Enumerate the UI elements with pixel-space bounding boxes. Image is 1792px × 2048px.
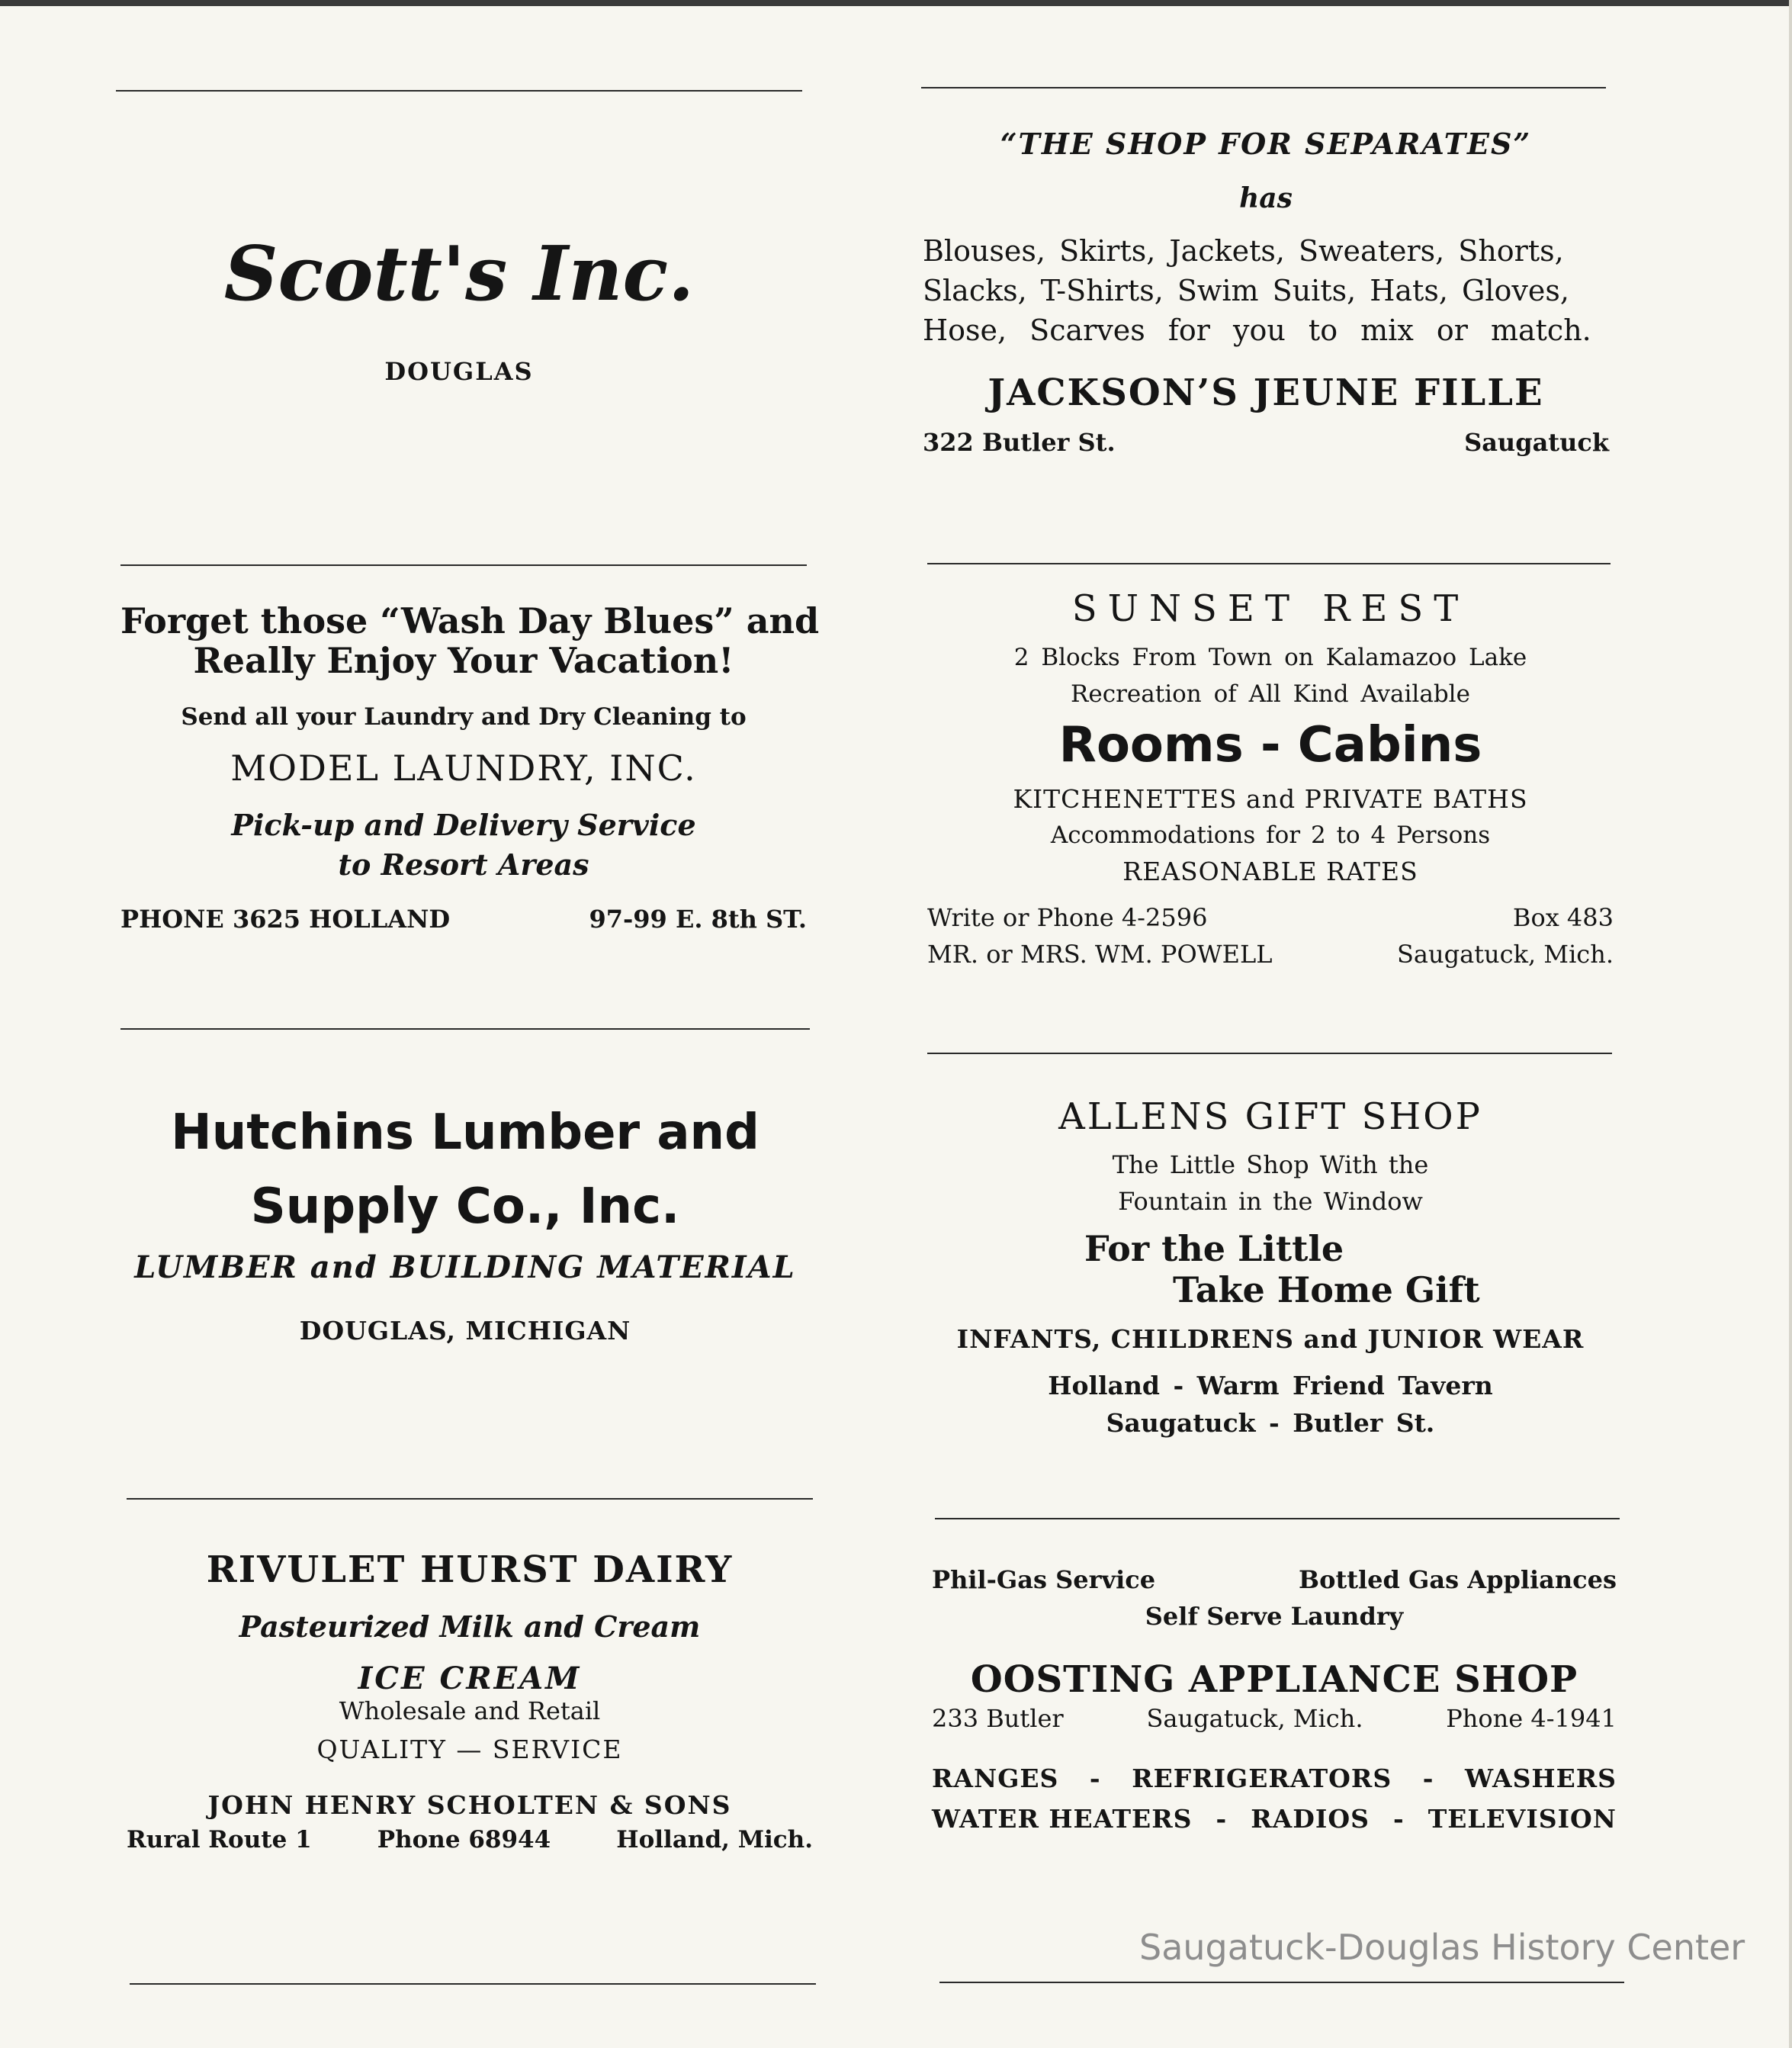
oosting-name: OOSTING APPLIANCE SHOP xyxy=(970,1658,1578,1701)
ad-hutchins-lumber xyxy=(122,1097,808,1346)
rule-left-4 xyxy=(127,1498,813,1500)
dairy-icecream: ICE CREAM xyxy=(358,1661,582,1696)
oosting-products-row-1 xyxy=(932,1763,1617,1793)
hutchins-location: DOUGLAS, MICHIGAN xyxy=(299,1316,631,1346)
dairy-route: Rural Route 1 xyxy=(127,1826,312,1853)
jeune-has: has xyxy=(1239,182,1293,214)
allens-wear: INFANTS, CHILDRENS and JUNIOR WEAR xyxy=(956,1324,1585,1354)
oosting-product-television: TELEVISION xyxy=(1427,1804,1617,1834)
ad-model-laundry xyxy=(120,600,820,934)
jeune-list-row-1 xyxy=(923,231,1609,271)
oosting-sep-4: - xyxy=(1392,1804,1405,1834)
jeune-list-line-3: Hose, Scarves for you to mix or match. xyxy=(923,313,1591,347)
jeune-slogan: “THE SHOP FOR SEPARATES” xyxy=(1000,127,1532,161)
allens-line-2: Fountain in the Window xyxy=(1118,1187,1423,1216)
allens-gift-1: For the Little xyxy=(1084,1228,1344,1269)
oosting-services-row xyxy=(932,1565,1617,1594)
sunset-write: Write or Phone 4-2596 xyxy=(927,903,1208,932)
hutchins-name-1: Hutchins Lumber and xyxy=(171,1104,760,1161)
allens-line-1: The Little Shop With the xyxy=(1112,1150,1429,1179)
dairy-name: RIVULET HURST DAIRY xyxy=(206,1548,734,1591)
ad-jacksons-jeune-fille xyxy=(923,127,1609,457)
laundry-service-2: to Resort Areas xyxy=(338,847,589,882)
hutchins-tagline: LUMBER and BUILDING MATERIAL xyxy=(134,1249,796,1285)
allens-gift-2: Take Home Gift xyxy=(1173,1269,1480,1310)
jeune-address: 322 Butler St. xyxy=(923,428,1116,457)
laundry-phone: PHONE 3625 HOLLAND xyxy=(120,905,451,934)
sunset-rates: REASONABLE RATES xyxy=(1122,857,1418,886)
oosting-bottled: Bottled Gas Appliances xyxy=(1299,1565,1617,1594)
rule-right-3 xyxy=(927,1053,1612,1054)
rule-right-bottom xyxy=(939,1982,1624,1983)
oosting-city: Saugatuck, Mich. xyxy=(1146,1704,1363,1733)
oosting-phone: Phone 4-1941 xyxy=(1446,1704,1617,1733)
page-right-edge xyxy=(1789,0,1792,2048)
sunset-kitchenettes: KITCHENETTES and PRIVATE BATHS xyxy=(1013,784,1528,814)
oosting-address-row xyxy=(932,1704,1617,1733)
rule-right-2 xyxy=(927,563,1611,564)
ad-scotts xyxy=(116,229,802,386)
oosting-product-washers: WASHERS xyxy=(1465,1763,1617,1793)
page-top-edge xyxy=(0,0,1792,6)
sunset-box: Box 483 xyxy=(1512,903,1614,932)
oosting-products-row-2 xyxy=(932,1804,1617,1834)
allens-location-2: Saugatuck - Butler St. xyxy=(1106,1408,1435,1438)
laundry-name: MODEL LAUNDRY, INC. xyxy=(230,748,697,789)
jeune-list-line-1: Blouses, Skirts, Jackets, Sweaters, Shorts, xyxy=(923,234,1564,268)
laundry-service-1: Pick-up and Delivery Service xyxy=(231,808,696,842)
rule-left-bottom xyxy=(130,1983,816,1985)
jeune-city: Saugatuck xyxy=(1464,428,1609,457)
jeune-list-line-2: Slacks, T-Shirts, Swim Suits, Hats, Gloves, xyxy=(923,274,1569,307)
laundry-address: 97-99 E. 8th ST. xyxy=(589,905,807,934)
ad-allens-gift-shop xyxy=(927,1095,1614,1438)
ad-rivulet-hurst-dairy xyxy=(127,1548,813,1853)
rule-left-3 xyxy=(120,1028,810,1030)
dairy-phone: Phone 68944 xyxy=(377,1826,551,1853)
jeune-name: JACKSON’S JEUNE FILLE xyxy=(988,371,1544,414)
oosting-product-radios: RADIOS xyxy=(1251,1804,1370,1834)
oosting-self-serve: Self Serve Laundry xyxy=(1145,1602,1404,1631)
dairy-contact-row xyxy=(127,1826,813,1853)
scotts-name: Scott's Inc. xyxy=(223,230,695,318)
laundry-headline-1: Forget those “Wash Day Blues” and xyxy=(120,600,820,641)
allens-name: ALLENS GIFT SHOP xyxy=(1058,1095,1482,1138)
laundry-send: Send all your Laundry and Dry Cleaning to xyxy=(181,703,747,731)
oosting-sep-2: - xyxy=(1422,1763,1434,1793)
sunset-line-2: Recreation of All Kind Available xyxy=(1071,680,1470,708)
sunset-contact-row-2 xyxy=(927,940,1614,969)
rule-right-4 xyxy=(935,1518,1620,1519)
allens-location-1: Holland - Warm Friend Tavern xyxy=(1048,1371,1493,1400)
oosting-address: 233 Butler xyxy=(932,1704,1064,1733)
dairy-wholesale: Wholesale and Retail xyxy=(339,1696,601,1725)
ad-sunset-rest xyxy=(927,587,1614,969)
sunset-line-1: 2 Blocks From Town on Kalamazoo Lake xyxy=(1013,644,1527,671)
hutchins-name-2: Supply Co., Inc. xyxy=(250,1178,680,1235)
dairy-products: Pasteurized Milk and Cream xyxy=(239,1609,701,1644)
laundry-contact-row xyxy=(120,905,807,934)
laundry-headline-2: Really Enjoy Your Vacation! xyxy=(193,640,734,681)
jeune-address-row xyxy=(923,428,1609,457)
rule-left-2 xyxy=(120,564,807,566)
oosting-sep-3: - xyxy=(1216,1804,1228,1834)
watermark: Saugatuck-Douglas History Center xyxy=(1139,1927,1745,1968)
jeune-list-row-3 xyxy=(923,310,1609,350)
ad-oosting-appliance-shop xyxy=(932,1565,1617,1834)
oosting-product-refrigerators: REFRIGERATORS xyxy=(1132,1763,1392,1793)
sunset-contact-row-1 xyxy=(927,903,1614,932)
sunset-rooms: Rooms - Cabins xyxy=(1058,717,1482,773)
jeune-list-row-2 xyxy=(923,271,1609,310)
sunset-accommodations: Accommodations for 2 to 4 Persons xyxy=(1050,821,1491,849)
sunset-owner: MR. or MRS. WM. POWELL xyxy=(927,940,1273,969)
dairy-quality: QUALITY — SERVICE xyxy=(316,1735,623,1764)
oosting-product-water-heaters: WATER HEATERS xyxy=(932,1804,1193,1834)
oosting-product-ranges: RANGES xyxy=(932,1763,1059,1793)
oosting-philgas: Phil-Gas Service xyxy=(932,1565,1156,1594)
rule-right-top xyxy=(921,87,1606,88)
sunset-city: Saugatuck, Mich. xyxy=(1397,940,1614,969)
rule-left-top xyxy=(116,90,802,92)
dairy-owner: JOHN HENRY SCHOLTEN & SONS xyxy=(207,1790,732,1820)
scotts-town: DOUGLAS xyxy=(384,357,534,386)
dairy-city: Holland, Mich. xyxy=(616,1826,813,1853)
oosting-sep-1: - xyxy=(1089,1763,1101,1793)
sunset-name: SUNSET REST xyxy=(1071,587,1469,630)
